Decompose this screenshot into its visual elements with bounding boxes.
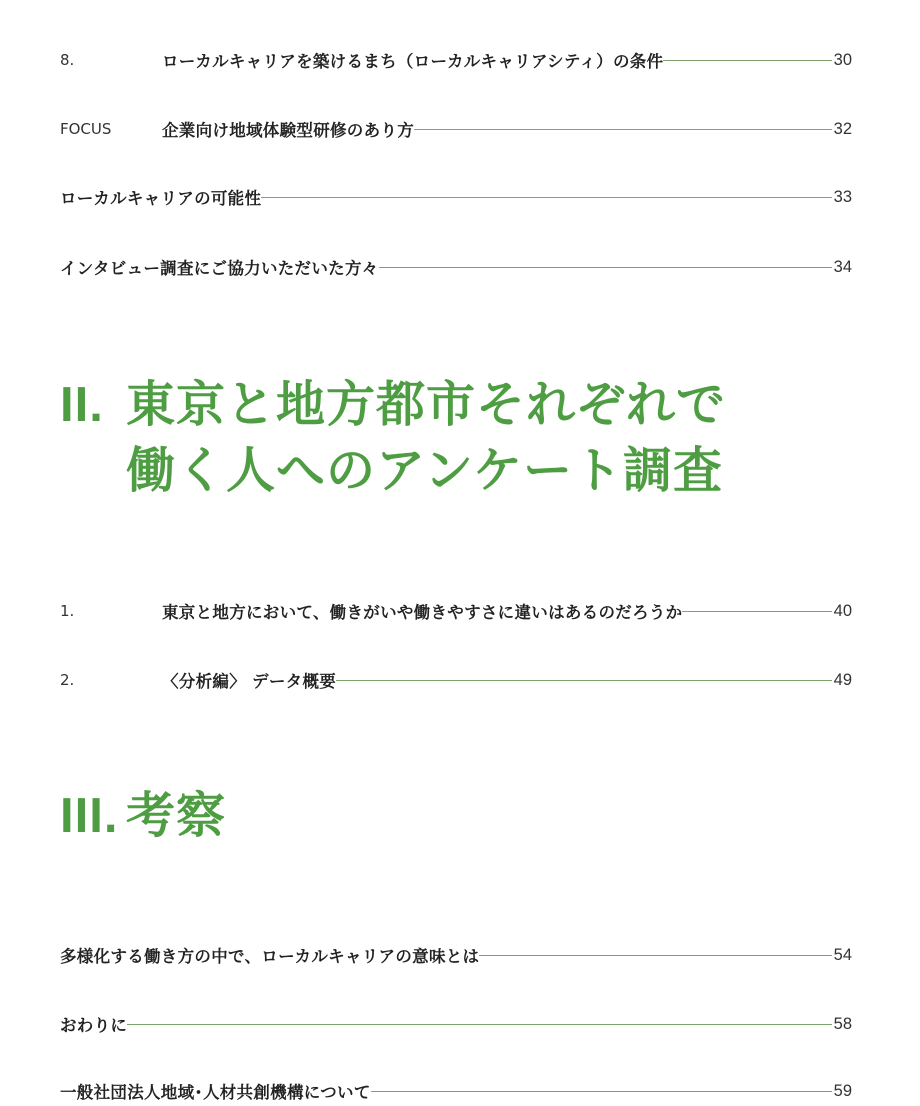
toc-leader-line: [663, 60, 831, 61]
toc-leader-line: [682, 611, 831, 612]
section-heading-2: [60, 372, 726, 504]
toc-entry[interactable]: [60, 114, 852, 144]
toc-entry-title: ローカルキャリアを築けるまち（ローカルキャリアシティ）の条件: [162, 52, 664, 71]
section-number: III.: [60, 789, 119, 843]
section-heading-3: [60, 783, 226, 849]
toc-entry[interactable]: [60, 1009, 852, 1039]
toc-entry-title: 多様化する働き方の中で、ローカルキャリアの意味とは: [60, 947, 480, 966]
toc-entry[interactable]: [60, 45, 852, 75]
toc-leader-line: [336, 680, 832, 681]
toc-entry-number: 8.: [60, 51, 75, 69]
toc-entry-page: 32: [833, 119, 852, 138]
toc-entry[interactable]: [60, 1076, 852, 1106]
toc-entry-title: 東京と地方において、働きがいや働きやすさに違いはあるのだろうか: [162, 603, 683, 622]
toc-entry-title: おわりに: [60, 1016, 128, 1035]
toc-entry-title: 〈分析編〉 データ概要: [162, 672, 337, 691]
toc-entry-page: 59: [833, 1081, 852, 1100]
toc-entry-page: 49: [833, 670, 852, 689]
toc-entry-number: FOCUS: [60, 120, 112, 138]
section-title-line1: 東京と地方都市それぞれで: [126, 376, 727, 433]
section-title-line2: 働く人へのアンケート調査: [126, 442, 724, 499]
toc-entry[interactable]: [60, 665, 852, 695]
section-title: 考察: [126, 787, 227, 844]
toc-leader-line: [379, 267, 832, 268]
toc-leader-line: [371, 1091, 832, 1092]
toc-entry-page: 54: [833, 945, 852, 964]
toc-entry-page: 30: [833, 50, 852, 69]
toc-entry[interactable]: [60, 596, 852, 626]
toc-entry-title: 一般社団法人地域･人材共創機構について: [60, 1083, 371, 1102]
section-number: II.: [60, 378, 104, 432]
toc-entry-title: 企業向け地域体験型研修のあり方: [162, 121, 414, 140]
toc-leader-line: [127, 1024, 831, 1025]
toc-leader-line: [479, 955, 831, 956]
toc-entry[interactable]: [60, 252, 852, 282]
toc-entry[interactable]: [60, 182, 852, 212]
toc-entry-title: インタビュー調査にご協力いただいた方々: [60, 259, 379, 278]
toc-entry-page: 34: [833, 257, 852, 276]
toc-leader-line: [261, 197, 831, 198]
toc-leader-line: [414, 129, 832, 130]
toc-entry-title: ローカルキャリアの可能性: [60, 189, 262, 208]
toc-entry-number: 1.: [60, 602, 75, 620]
toc-entry[interactable]: [60, 940, 852, 970]
toc-entry-page: 58: [833, 1014, 852, 1033]
toc-entry-page: 40: [833, 601, 852, 620]
toc-entry-page: 33: [833, 187, 852, 206]
toc-entry-number: 2.: [60, 671, 75, 689]
